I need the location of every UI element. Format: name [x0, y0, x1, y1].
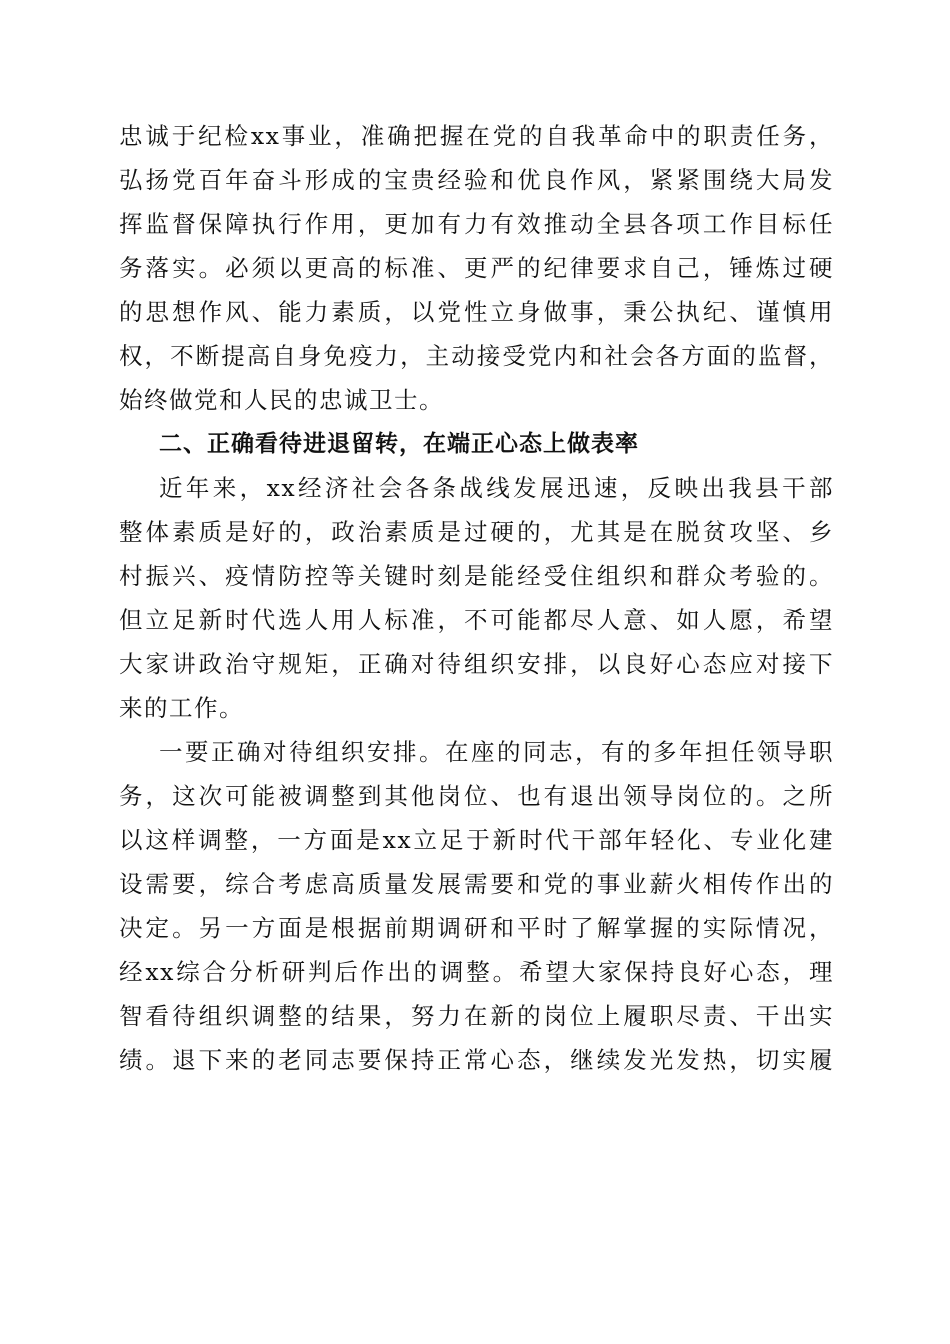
text-line: 务落实。必须以更高的标准、更严的纪律要求自己，锤炼过硬	[119, 254, 834, 282]
text-line: 经xx综合分析研判后作出的调整。希望大家保持良好心态，理	[119, 958, 834, 986]
text-line: 挥监督保障执行作用，更加有力有效推动全县各项工作目标任	[119, 210, 834, 238]
text-line: 智看待组织调整的结果，努力在新的岗位上履职尽责、干出实	[119, 1002, 834, 1030]
text-line: 来的工作。	[119, 694, 244, 722]
paragraph	[119, 466, 834, 730]
text-line: 权，不断提高自身免疫力，主动接受党内和社会各方面的监督，	[119, 342, 834, 370]
text-line: 近年来，xx经济社会各条战线发展迅速，反映出我县干部	[159, 474, 834, 502]
text-line: 务，这次可能被调整到其他岗位、也有退出领导岗位的。之所	[119, 782, 834, 810]
text-line: 的思想作风、能力素质，以党性立身做事，秉公执纪、谨慎用	[119, 298, 834, 326]
text-line: 村振兴、疫情防控等关键时刻是能经受住组织和群众考验的。	[119, 562, 834, 590]
text-line: 绩。退下来的老同志要保持正常心态，继续发光发热，切实履	[119, 1046, 834, 1074]
paragraph	[119, 730, 834, 1082]
text-line: 一要正确对待组织安排。在座的同志，有的多年担任领导职	[159, 738, 834, 766]
text-line: 整体素质是好的，政治素质是过硬的，尤其是在脱贫攻坚、乡	[119, 518, 834, 546]
text-line: 始终做党和人民的忠诚卫士。	[119, 386, 444, 414]
paragraph	[119, 114, 834, 422]
text-line: 但立足新时代选人用人标准，不可能都尽人意、如人愿，希望	[119, 606, 834, 634]
document-body	[119, 114, 834, 1082]
text-line: 设需要，综合考虑高质量发展需要和党的事业薪火相传作出的	[119, 870, 834, 898]
text-line: 决定。另一方面是根据前期调研和平时了解掌握的实际情况，	[119, 914, 834, 942]
section-heading: 二、正确看待进退留转，在端正心态上做表率	[159, 431, 639, 457]
text-line: 忠诚于纪检xx事业，准确把握在党的自我革命中的职责任务，	[119, 122, 834, 150]
text-line: 大家讲政治守规矩，正确对待组织安排，以良好心态应对接下	[119, 650, 834, 678]
text-line: 弘扬党百年奋斗形成的宝贵经验和优良作风，紧紧围绕大局发	[119, 166, 834, 194]
text-line: 以这样调整，一方面是xx立足于新时代干部年轻化、专业化建	[119, 826, 834, 854]
